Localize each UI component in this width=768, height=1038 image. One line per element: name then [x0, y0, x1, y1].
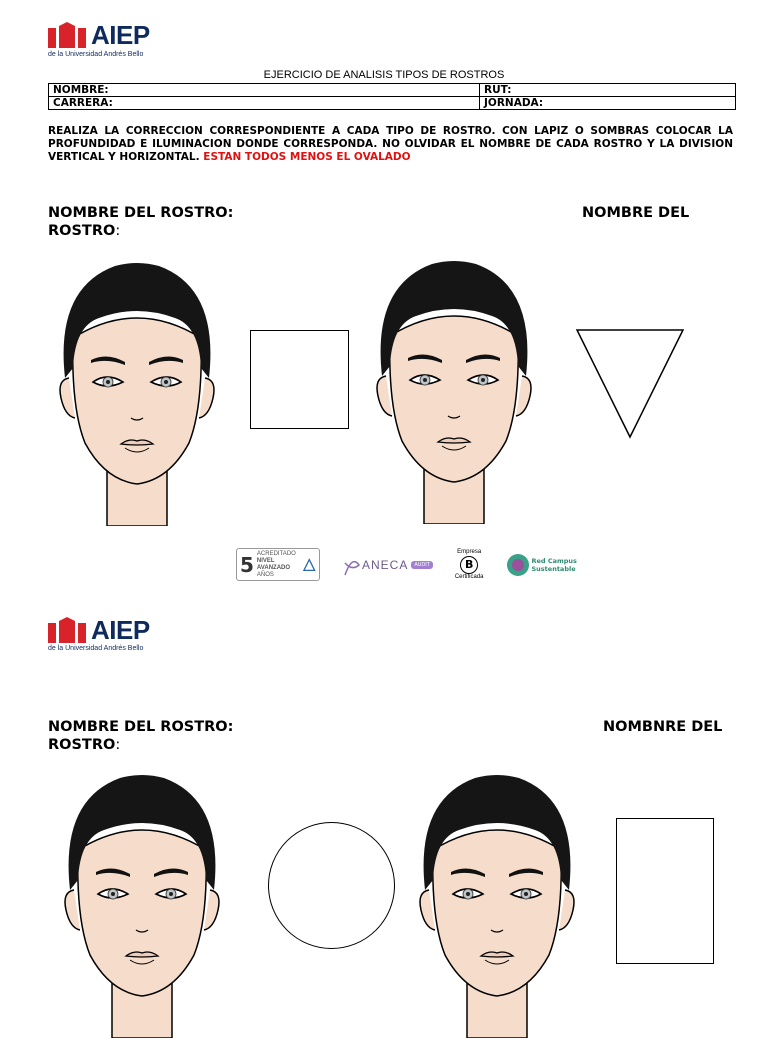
aiep-logo-subtitle: de la Universidad Andrés Bello [48, 51, 144, 58]
red-campus-globe-icon [506, 553, 530, 577]
bcorp-logo [455, 549, 484, 581]
section1-left-heading-line1: NOMBRE DEL ROSTRO: [48, 205, 234, 221]
face-illustration [60, 770, 224, 1038]
jornada-field[interactable]: JORNADA: [480, 97, 736, 110]
face-illustration [415, 770, 579, 1038]
section2-left-heading-line1: NOMBRE DEL ROSTRO: [48, 719, 234, 735]
nombre-field[interactable]: NOMBRE: [49, 84, 480, 97]
aiep-logo-mark-icon [48, 22, 88, 48]
section1-left-heading [48, 204, 233, 240]
section2-left-heading-colon: : [115, 737, 121, 753]
square-shape [250, 330, 349, 429]
instructions [48, 125, 733, 164]
cna-icon [303, 558, 316, 572]
section2-left-heading-line2: ROSTRO [48, 737, 116, 753]
red-campus-logo [506, 553, 577, 577]
accreditation-line2: NIVEL AVANZADO [256, 557, 291, 571]
aiep-logo [48, 22, 150, 48]
red-campus-text-2: Sustentable [531, 564, 576, 573]
aneca-text: ANECA [362, 557, 409, 572]
carrera-field[interactable]: CARRERA: [49, 97, 480, 110]
aiep-logo-wordmark: AIEP [91, 615, 150, 645]
aiep-logo-wordmark: AIEP [91, 20, 150, 50]
page-title: EJERCICIO DE ANALISIS TIPOS DE ROSTROS [263, 69, 505, 81]
inverted-triangle-shape [575, 328, 685, 440]
student-info-table [48, 83, 736, 110]
section1-left-heading-colon: : [115, 223, 121, 239]
face-illustration [372, 256, 536, 524]
rut-field[interactable]: RUT: [480, 84, 736, 97]
section2-left-heading [48, 718, 233, 754]
instructions-text: REALIZA LA CORRECCION CORRESPONDIENTE A CADA TIPO DE ROSTRO. CON LAPIZ O SOMBRAS COLOCAR LA PROFUNDIDAD E ILUMINACION DONDE CORRESPONDA. NO OLVIDAR EL NOMBRE DE CADA ROSTRO Y LA DIVISION VERTICAL Y HORIZONTAL. [48, 125, 733, 163]
accreditation-logos [236, 548, 577, 581]
bcorp-icon: B [460, 556, 478, 574]
instructions-highlight: ESTAN TODOS MENOS EL OVALADO [203, 151, 411, 163]
red-campus-text-1: Red Campus [531, 556, 577, 565]
bcorp-top: Empresa [457, 548, 482, 555]
aiep-logo-subtitle: de la Universidad Andrés Bello [48, 645, 144, 652]
aneca-logo [342, 553, 433, 577]
accreditation-line1: ACREDITADO [256, 550, 296, 557]
section1-right-heading: NOMBRE DEL [582, 205, 690, 221]
aneca-badge: AUDIT [411, 561, 432, 569]
accreditation-badge [236, 548, 320, 581]
section1-left-heading-line2: ROSTRO [48, 223, 116, 239]
accreditation-years: 5 [240, 552, 254, 577]
section2-right-heading: NOMBNRE DEL [603, 719, 723, 735]
accreditation-line3: AÑOS [256, 571, 274, 578]
rectangle-shape [616, 818, 714, 964]
aiep-logo [48, 617, 150, 643]
aiep-logo-mark-icon [48, 617, 88, 643]
aneca-swirl-icon [342, 553, 362, 577]
face-illustration [55, 258, 219, 526]
circle-shape [268, 822, 395, 949]
bcorp-bottom: Certificada [454, 573, 484, 580]
